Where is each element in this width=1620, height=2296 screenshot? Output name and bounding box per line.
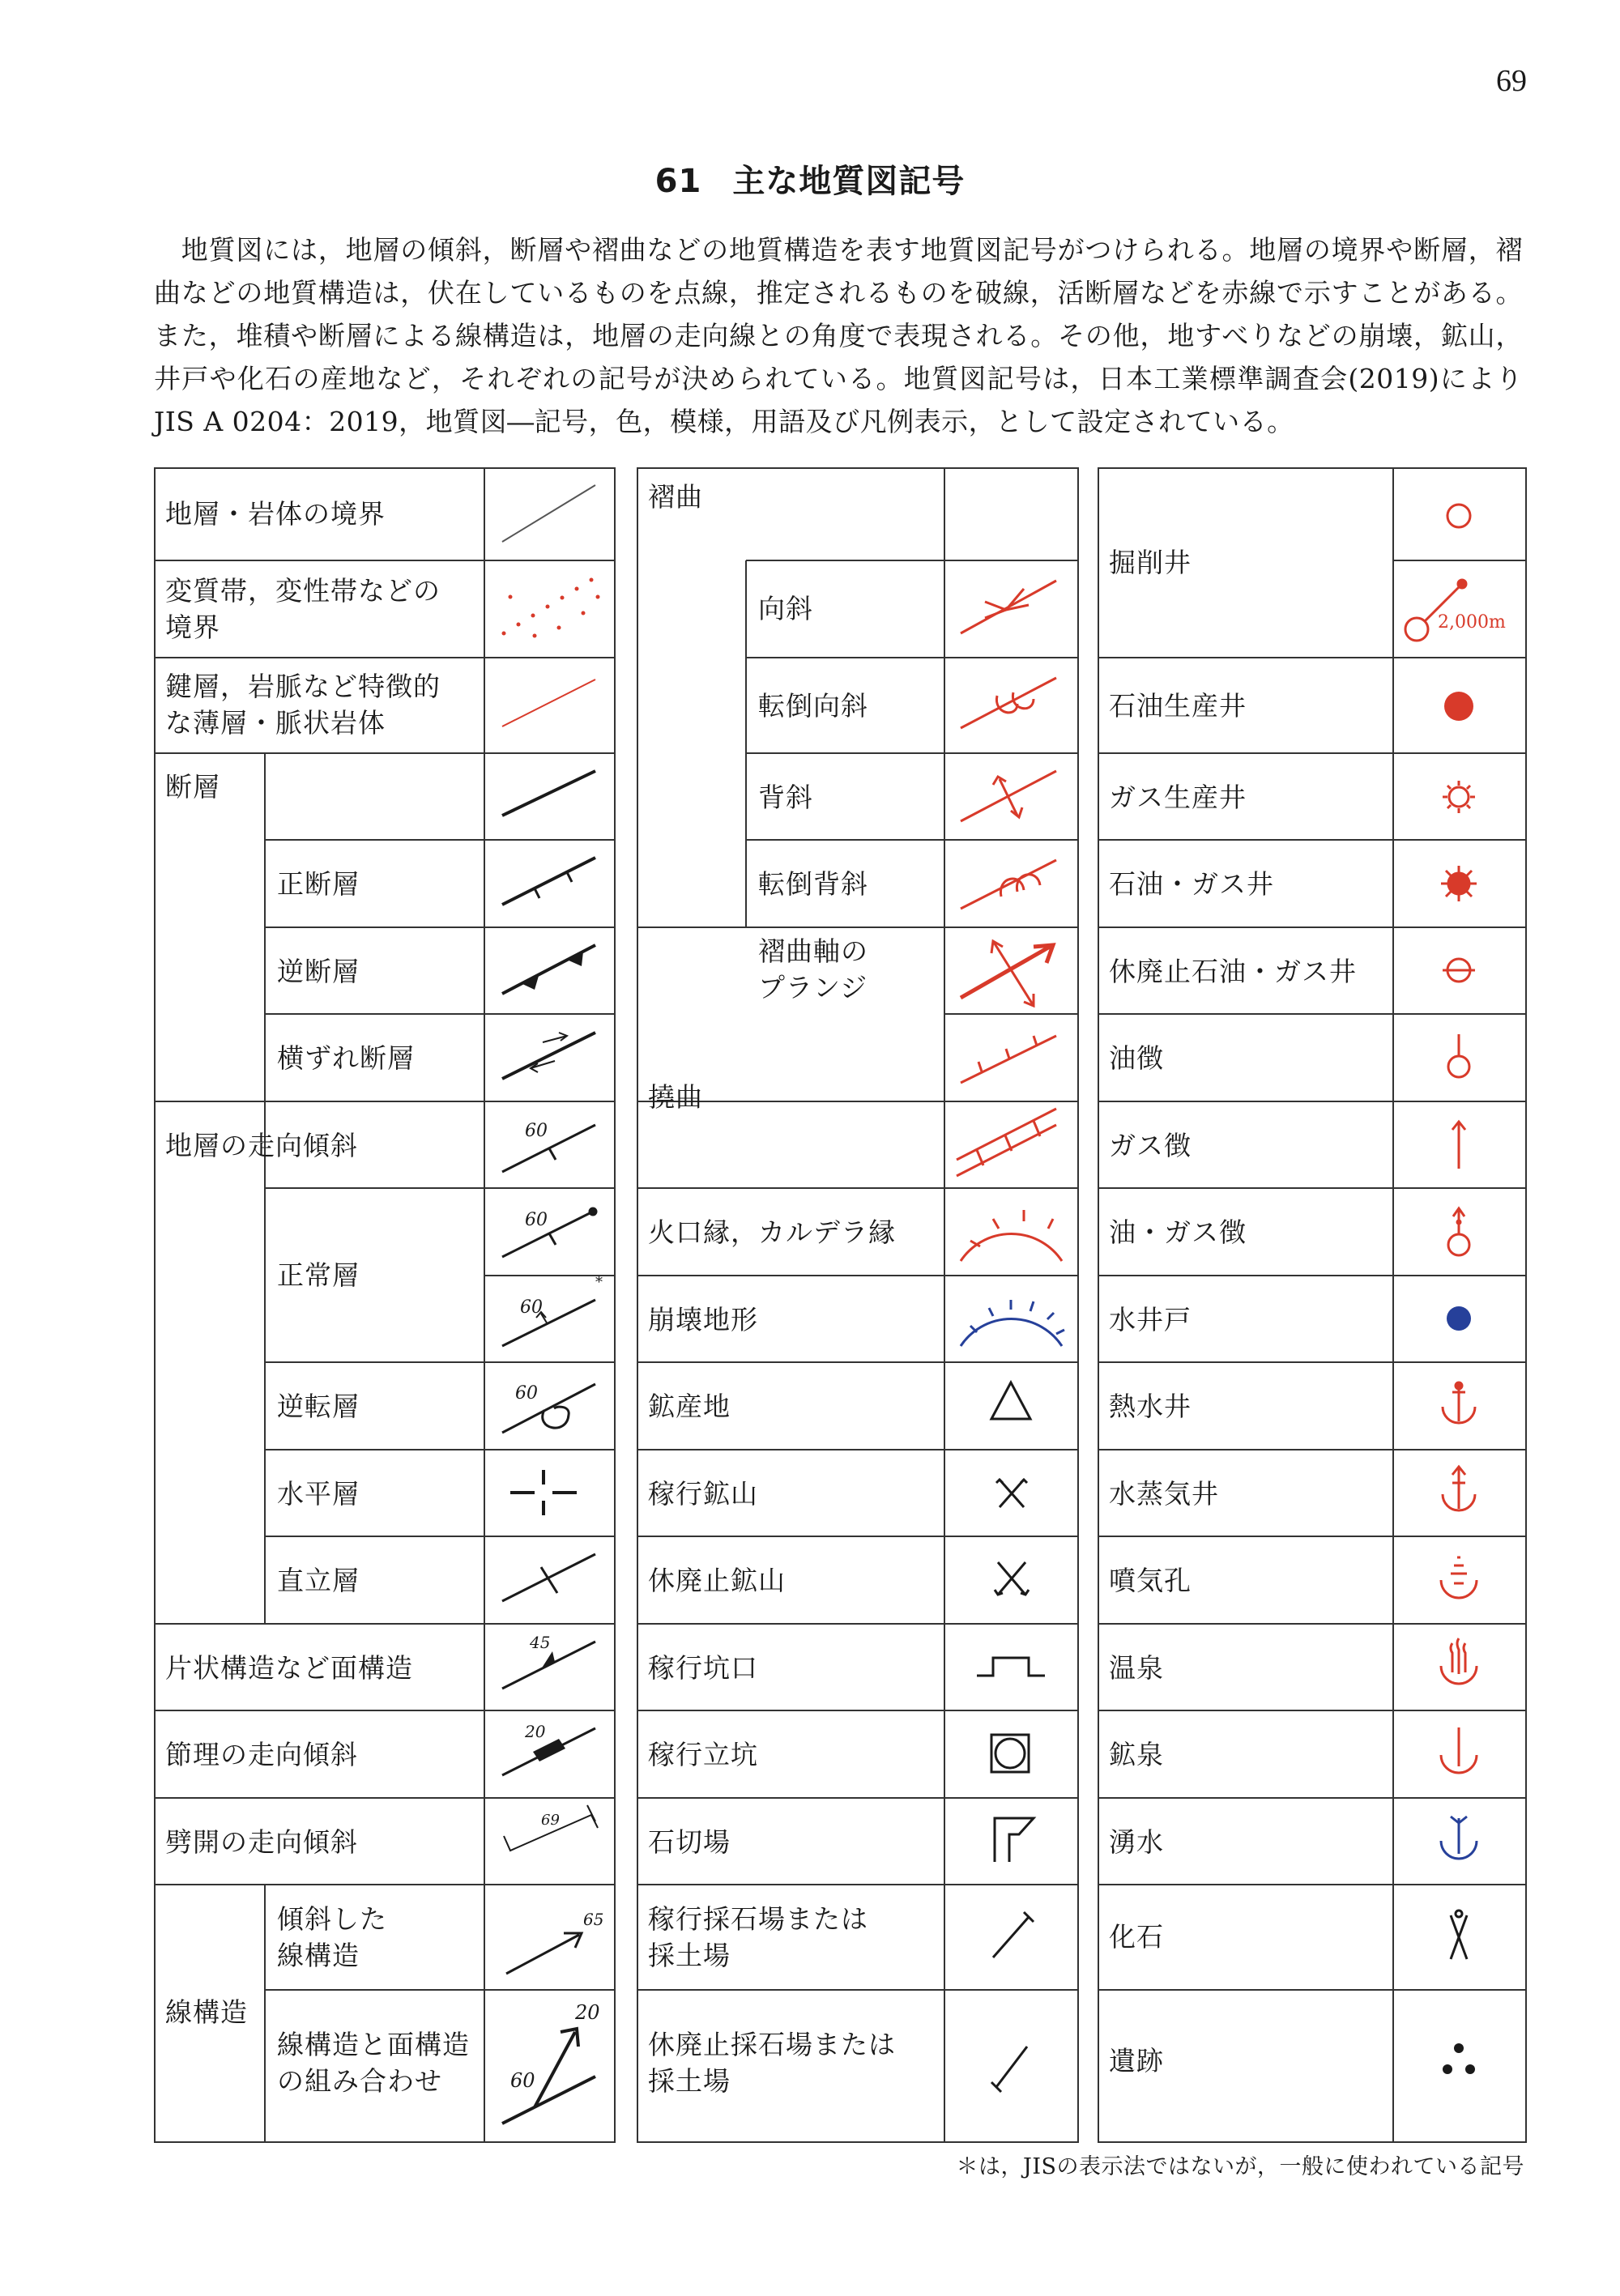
overturned-bed-value: 60 bbox=[515, 1383, 538, 1404]
quarry-symbol bbox=[995, 1818, 1034, 1862]
fumarole-symbol bbox=[1441, 1557, 1477, 1598]
water-well-symbol bbox=[1447, 1306, 1471, 1331]
label-plunging: 傾斜した 線構造 bbox=[277, 1903, 387, 1971]
label-overturned-syncline: 転倒向斜 bbox=[758, 690, 868, 722]
label-mineral-spring: 鉱泉 bbox=[1109, 1739, 1164, 1770]
gas-seep-symbol bbox=[1452, 1122, 1465, 1169]
label-overturned-anticline: 転倒背斜 bbox=[758, 868, 868, 900]
oil-gas-well-symbol bbox=[1441, 866, 1477, 901]
overturned-bed-symbol bbox=[502, 1383, 595, 1433]
key-bed-symbol bbox=[502, 679, 595, 726]
combined-lineation-symbol bbox=[502, 2001, 600, 2123]
label-reverse-fault: 逆断層 bbox=[277, 956, 360, 987]
label-borehole: 掘削井 bbox=[1109, 547, 1192, 578]
label-key-bed: 鍵層，岩脈など特徴的 な薄層・脈状岩体 bbox=[165, 671, 441, 739]
plunge-value: 65 bbox=[583, 1910, 604, 1929]
borehole-symbol bbox=[1447, 505, 1470, 527]
normal-fault-symbol bbox=[502, 858, 595, 905]
flexure-symbol-1 bbox=[961, 1036, 1056, 1083]
label-mine-site: 鉱産地 bbox=[648, 1391, 731, 1422]
boundary-symbol bbox=[502, 485, 595, 542]
oil-well-symbol bbox=[1444, 692, 1473, 721]
label-fossil: 化石 bbox=[1109, 1921, 1164, 1953]
label-flexure: 撓曲 bbox=[648, 1081, 703, 1113]
label-crater-rim: 火口縁，カルデラ縁 bbox=[648, 1216, 896, 1248]
label-hot-spring: 温泉 bbox=[1109, 1652, 1164, 1684]
cleavage-value: 69 bbox=[541, 1812, 560, 1829]
right-legend-table bbox=[1098, 467, 1527, 2144]
abandoned-mine-symbol bbox=[995, 1562, 1029, 1595]
borehole-depth-label: 2,000m bbox=[1438, 612, 1506, 633]
label-collapse: 崩壊地形 bbox=[648, 1304, 758, 1335]
label-plunge-axis: 褶曲軸の プランジ bbox=[758, 935, 868, 1003]
strike-dip-value: 60 bbox=[525, 1121, 548, 1141]
label-spring: 湧水 bbox=[1109, 1826, 1164, 1858]
label-normal-fault: 正断層 bbox=[277, 868, 360, 900]
steam-well-symbol bbox=[1443, 1467, 1475, 1510]
syncline-symbol bbox=[961, 581, 1056, 633]
crater-rim-symbol bbox=[961, 1210, 1062, 1261]
label-foliation: 片状構造など面構造 bbox=[165, 1652, 413, 1684]
label-strike-dip: 地層の走向傾斜 bbox=[165, 1130, 358, 1161]
section-title: 主な地質図記号 bbox=[732, 163, 966, 200]
mine-site-symbol bbox=[991, 1382, 1030, 1419]
label-abandoned-mine: 休廃止鉱山 bbox=[648, 1565, 786, 1596]
svg-text:*: * bbox=[595, 1274, 603, 1291]
label-quarry: 石切場 bbox=[648, 1826, 731, 1858]
joint-symbol bbox=[502, 1722, 595, 1775]
label-gas-seep: ガス徴 bbox=[1109, 1130, 1192, 1161]
spring-symbol bbox=[1441, 1817, 1477, 1859]
metamorphic-boundary-symbol bbox=[502, 578, 600, 638]
borehole-depth-symbol bbox=[1405, 580, 1506, 641]
ruins-symbol bbox=[1443, 2043, 1475, 2074]
label-fumarole: 噴気孔 bbox=[1109, 1565, 1192, 1596]
fold-plunge-symbol bbox=[961, 941, 1053, 1006]
section-number: 61 bbox=[654, 163, 702, 200]
label-fold: 褶曲 bbox=[648, 481, 703, 513]
page-title bbox=[0, 155, 1620, 202]
collapse-symbol bbox=[961, 1300, 1064, 1346]
foliation-value: 45 bbox=[530, 1633, 551, 1652]
label-lineation: 線構造 bbox=[165, 1996, 248, 2028]
hot-water-well-symbol bbox=[1443, 1382, 1475, 1423]
label-oil-well: 石油生産井 bbox=[1109, 690, 1247, 722]
normal-bed-value-2: 60 bbox=[520, 1297, 543, 1318]
label-cleavage: 劈開の走向傾斜 bbox=[165, 1826, 358, 1858]
adit-symbol bbox=[977, 1658, 1045, 1676]
normal-bed-value-1: 60 bbox=[525, 1210, 548, 1230]
joint-value: 20 bbox=[525, 1722, 546, 1741]
label-abandoned-oil-gas: 休廃止石油・ガス井 bbox=[1109, 956, 1357, 987]
overturned-syncline-symbol bbox=[961, 678, 1056, 728]
intro-text: 地質図には，地層の傾斜，断層や褶曲などの地質構造を表す地質図記号がつけられる。地層の境界や断層，褶曲などの地質構造は，伏在しているものを点線，推定されるものを破線，活断層などを赤線で示すことがある。また，堆積や断層による線構造は，地層の走向線との角度で表現される。その他，地すべりなどの崩壊，鉱山，井戸や化石の産地など，それぞれの記号が決められている。地質図記号は，日本工業標準調査会(2019)によりJIS A 0204：2019，地質図―記号，色，模様，用語及び凡例表示，として設定されている。 bbox=[154, 234, 1524, 437]
label-steam-well: 水蒸気井 bbox=[1109, 1478, 1219, 1510]
label-water-well: 水井戸 bbox=[1109, 1304, 1192, 1335]
hot-spring-symbol bbox=[1441, 1638, 1477, 1684]
label-boundary: 地層・岩体の境界 bbox=[165, 498, 386, 530]
footnote: ＊は，JISの表示法ではないが，一般に使われている記号 bbox=[956, 2154, 1524, 2179]
label-abandoned-pit: 休廃止採石場または 採土場 bbox=[648, 2029, 896, 2097]
abandoned-oil-gas-symbol bbox=[1443, 959, 1475, 982]
label-normal-bed: 正常層 bbox=[277, 1259, 360, 1291]
label-overturned: 逆転層 bbox=[277, 1391, 360, 1422]
plunging-lineation-symbol bbox=[506, 1910, 603, 1974]
horizontal-bed-symbol bbox=[510, 1470, 577, 1515]
vertical-bed-symbol bbox=[502, 1554, 595, 1601]
flexure-symbol-2 bbox=[957, 1109, 1056, 1176]
label-shaft: 稼行立坑 bbox=[648, 1739, 758, 1770]
cleavage-symbol bbox=[504, 1805, 598, 1851]
strike-dip-symbol bbox=[502, 1121, 595, 1172]
strike-slip-fault-symbol bbox=[502, 1033, 595, 1079]
intro-paragraph bbox=[154, 228, 1523, 443]
label-oil-gas-well: 石油・ガス井 bbox=[1109, 868, 1274, 900]
label-metamorphic: 変質帯，変性帯などの 境界 bbox=[165, 575, 441, 643]
fossil-symbol bbox=[1451, 1910, 1467, 1959]
foliation-symbol bbox=[502, 1633, 595, 1689]
label-vertical: 直立層 bbox=[277, 1565, 360, 1596]
active-mine-symbol bbox=[996, 1480, 1027, 1507]
label-horizontal: 水平層 bbox=[277, 1478, 360, 1510]
label-strike-slip: 横ずれ断層 bbox=[277, 1042, 415, 1074]
normal-bed-symbol-2 bbox=[502, 1274, 603, 1346]
active-pit-symbol bbox=[993, 1912, 1034, 1957]
left-legend-table bbox=[154, 467, 616, 2144]
combo-plane-value: 60 bbox=[510, 2069, 535, 2092]
middle-legend-table bbox=[637, 467, 1079, 2144]
label-adit: 稼行坑口 bbox=[648, 1652, 758, 1684]
shaft-symbol bbox=[991, 1735, 1029, 1772]
oil-gas-seep-symbol bbox=[1448, 1208, 1469, 1255]
label-oil-gas-seep: 油・ガス徴 bbox=[1109, 1216, 1247, 1248]
label-anticline: 背斜 bbox=[758, 782, 813, 813]
oil-seep-symbol bbox=[1448, 1034, 1469, 1077]
gas-well-symbol bbox=[1443, 781, 1475, 813]
label-combined: 線構造と面構造 の組み合わせ bbox=[277, 2029, 470, 2097]
combo-line-value: 20 bbox=[575, 2001, 600, 2024]
label-active-pit: 稼行採石場または 採土場 bbox=[648, 1903, 868, 1971]
label-ruins: 遺跡 bbox=[1109, 2045, 1164, 2077]
normal-bed-symbol-1 bbox=[502, 1208, 597, 1257]
label-oil-seep: 油徴 bbox=[1109, 1042, 1164, 1074]
overturned-anticline-symbol bbox=[961, 860, 1056, 909]
fault-symbol bbox=[502, 771, 595, 816]
label-joint: 節理の走向傾斜 bbox=[165, 1739, 358, 1770]
page-number: 69 bbox=[1496, 64, 1527, 98]
reverse-fault-symbol bbox=[502, 945, 595, 994]
label-syncline: 向斜 bbox=[758, 593, 813, 624]
label-fault: 断層 bbox=[165, 771, 220, 803]
label-gas-well: ガス生産井 bbox=[1109, 782, 1247, 813]
label-active-mine: 稼行鉱山 bbox=[648, 1478, 758, 1510]
label-hot-water-well: 熱水井 bbox=[1109, 1391, 1192, 1422]
anticline-symbol bbox=[961, 771, 1056, 821]
abandoned-pit-symbol bbox=[991, 2047, 1027, 2092]
mineral-spring-symbol bbox=[1441, 1727, 1477, 1773]
